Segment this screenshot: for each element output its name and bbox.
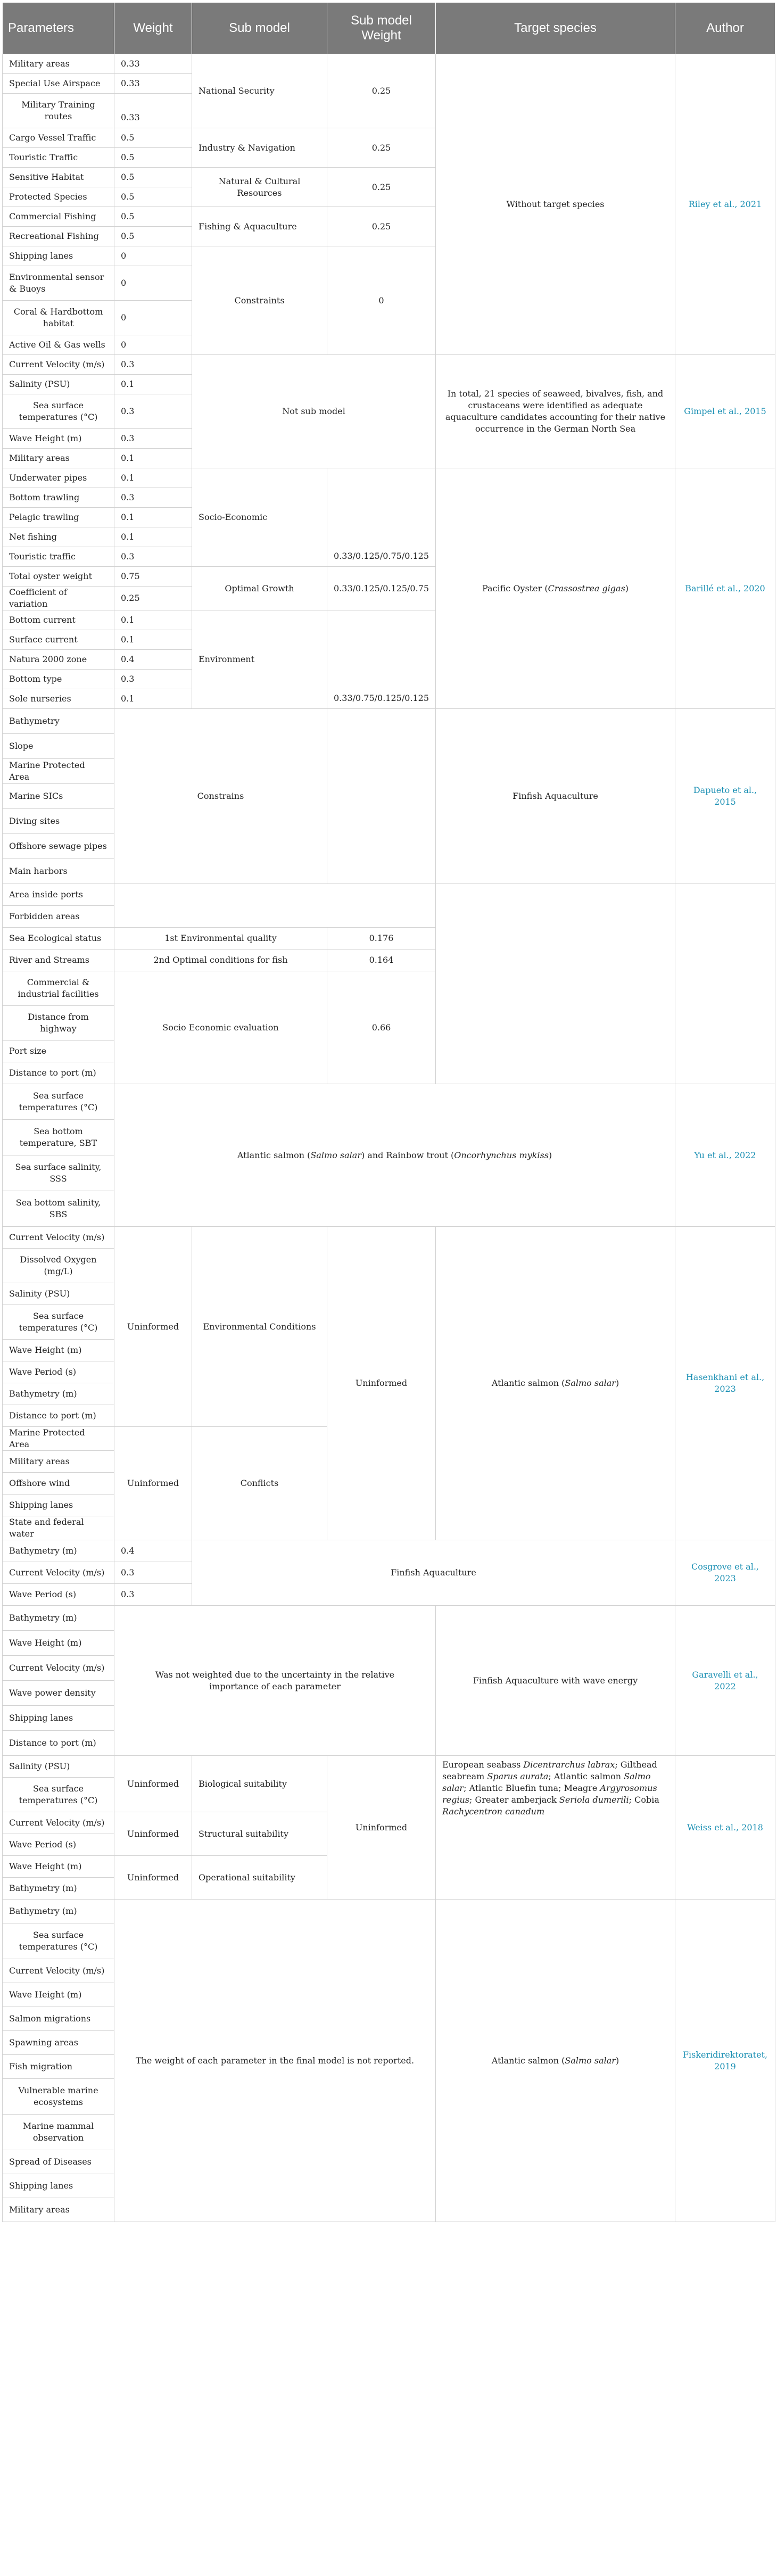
parameter-cell: Sea surface temperatures (°C) bbox=[3, 1305, 114, 1340]
target-species-cell bbox=[436, 1756, 675, 1900]
target-suffix: ) bbox=[615, 1378, 619, 1388]
target-scientific-name: Dicentrarchus labrax bbox=[523, 1760, 615, 1770]
weight-cell: Uninformed bbox=[114, 1427, 192, 1540]
parameter-cell: Salinity (PSU) bbox=[3, 1756, 114, 1778]
parameter-cell: Marine mammal observation bbox=[3, 2115, 114, 2150]
target-scientific-name: Rachycentron canadum bbox=[442, 1806, 545, 1817]
target-common-name: Pacific Oyster ( bbox=[482, 583, 548, 593]
sub-model-cell: Socio Economic evaluation bbox=[114, 971, 327, 1084]
weight-note-cell: Was not weighted due to the uncertainty in the relative importance of each parameter bbox=[114, 1606, 436, 1756]
weight-cell: 0 bbox=[114, 266, 192, 301]
header-target-species: Target species bbox=[436, 3, 675, 54]
sub-model-weight-cell: 0 bbox=[327, 246, 436, 355]
parameter-cell: Sea surface temperatures (°C) bbox=[3, 1084, 114, 1120]
parameter-cell: Distance to port (m) bbox=[3, 1062, 114, 1084]
sub-model-weight-cell: 0.176 bbox=[327, 928, 436, 950]
sub-model-cell: Fishing & Aquaculture bbox=[192, 207, 327, 246]
sub-model-weight-cell: 0.164 bbox=[327, 950, 436, 971]
parameter-cell: Total oyster weight bbox=[3, 567, 114, 587]
target-species-cell bbox=[436, 1227, 675, 1540]
parameter-cell: Pelagic trawling bbox=[3, 508, 114, 527]
weight-cell: 0.5 bbox=[114, 187, 192, 207]
weight-cell: 0.33 bbox=[114, 94, 192, 128]
parameter-cell: Diving sites bbox=[3, 809, 114, 834]
table-row bbox=[3, 1900, 775, 1923]
target-suffix: ) bbox=[615, 2055, 619, 2066]
parameter-cell: Current Velocity (m/s) bbox=[3, 1959, 114, 1983]
target-common-name: ; Atlantic Bluefin tuna; Meagre bbox=[464, 1783, 600, 1793]
weight-cell: 0.5 bbox=[114, 148, 192, 168]
parameter-cell: Sea bottom salinity, SBS bbox=[3, 1191, 114, 1227]
weight-cell: 0.1 bbox=[114, 508, 192, 527]
parameter-cell: Shipping lanes bbox=[3, 246, 114, 266]
parameter-cell: Sea surface temperatures (°C) bbox=[3, 1778, 114, 1812]
target-species-cell bbox=[436, 884, 675, 1084]
parameter-cell: Sea surface temperatures (°C) bbox=[3, 1923, 114, 1959]
parameter-cell: Natura 2000 zone bbox=[3, 650, 114, 670]
author-link[interactable]: Fiskeridirektoratet, 2019 bbox=[675, 1900, 775, 2222]
target-common-name: Atlantic salmon ( bbox=[491, 2055, 565, 2066]
parameter-cell: Current Velocity (m/s) bbox=[3, 1227, 114, 1249]
target-species-cell bbox=[114, 1084, 675, 1227]
parameter-cell: State and federal water bbox=[3, 1516, 114, 1540]
parameter-cell: Vulnerable marine ecosystems bbox=[3, 2079, 114, 2115]
weight-note-cell: The weight of each parameter in the final model is not reported. bbox=[114, 1900, 436, 2222]
author-link[interactable]: Gimpel et al., 2015 bbox=[675, 355, 775, 468]
weight-cell: Uninformed bbox=[114, 1227, 192, 1427]
parameter-cell: Shipping lanes bbox=[3, 1706, 114, 1731]
sub-model-weight-cell: Uninformed bbox=[327, 1756, 436, 1900]
parameter-cell: Bathymetry bbox=[3, 709, 114, 734]
parameter-cell: Wave power density bbox=[3, 1681, 114, 1706]
table-row bbox=[3, 1084, 775, 1120]
header-sub-model-weight: Sub model Weight bbox=[327, 3, 436, 54]
parameter-cell: Current Velocity (m/s) bbox=[3, 1812, 114, 1834]
parameter-cell: Military areas bbox=[3, 1451, 114, 1473]
sub-model-cell: 2nd Optimal conditions for fish bbox=[114, 950, 327, 971]
header-author: Author bbox=[675, 3, 775, 54]
parameter-cell: Wave Height (m) bbox=[3, 1340, 114, 1361]
weight-cell: Uninformed bbox=[114, 1756, 192, 1812]
parameter-cell: Surface current bbox=[3, 630, 114, 650]
sub-model-cell: National Security bbox=[192, 54, 327, 128]
sub-model-weight-cell: 0.66 bbox=[327, 971, 436, 1084]
weight-cell: 0.1 bbox=[114, 375, 192, 394]
parameter-cell: Military areas bbox=[3, 54, 114, 74]
weight-cell: 0.1 bbox=[114, 610, 192, 630]
parameter-cell: Bottom type bbox=[3, 670, 114, 689]
sub-model-cell: Not sub model bbox=[192, 355, 436, 468]
parameter-cell: Sensitive Habitat bbox=[3, 168, 114, 187]
target-common-name: Atlantic salmon ( bbox=[491, 1378, 565, 1388]
parameter-cell: Distance to port (m) bbox=[3, 1731, 114, 1756]
parameter-cell: Distance from highway bbox=[3, 1006, 114, 1041]
weight-cell: 0.33 bbox=[114, 74, 192, 94]
parameter-cell: Cargo Vessel Traffic bbox=[3, 128, 114, 148]
sub-model-cell: Operational suitability bbox=[192, 1856, 327, 1900]
parameter-cell: Military areas bbox=[3, 449, 114, 468]
parameter-cell: Wave Height (m) bbox=[3, 1856, 114, 1878]
parameter-cell: Marine SICs bbox=[3, 784, 114, 809]
sub-model-cell: Socio-Economic bbox=[192, 468, 327, 567]
target-species-cell: In total, 21 species of seaweed, bivalves, fish, and crustaceans were identified as adequate aquaculture candidates accounting for their native occurrence in the German North Sea bbox=[436, 355, 675, 468]
sub-model-cell: Conflicts bbox=[192, 1427, 327, 1540]
sub-model-cell: Optimal Growth bbox=[192, 567, 327, 610]
table-row bbox=[3, 355, 775, 375]
table-row bbox=[3, 709, 775, 734]
parameter-cell: Current Velocity (m/s) bbox=[3, 1656, 114, 1681]
target-scientific-name: Argyrosomus regius bbox=[442, 1783, 657, 1805]
weight-cell: 0.3 bbox=[114, 394, 192, 429]
sub-model-weight-cell: Uninformed bbox=[327, 1227, 436, 1540]
parameter-cell: Sea surface salinity, SSS bbox=[3, 1155, 114, 1191]
weight-cell: 0.3 bbox=[114, 355, 192, 375]
parameter-cell: Marine Protected Area bbox=[3, 1427, 114, 1451]
author-link[interactable]: Hasenkhani et al., 2023 bbox=[675, 1227, 775, 1540]
parameters-table bbox=[2, 2, 775, 2222]
table-row bbox=[3, 884, 775, 906]
weight-cell: 0.4 bbox=[114, 1540, 192, 1562]
author-link[interactable]: Cosgrove et al., 2023 bbox=[675, 1540, 775, 1606]
weight-cell: 0.3 bbox=[114, 1562, 192, 1584]
weight-cell: 0.4 bbox=[114, 650, 192, 670]
weight-cell: 0.5 bbox=[114, 128, 192, 148]
parameter-cell: Port size bbox=[3, 1041, 114, 1062]
parameter-cell: Touristic Traffic bbox=[3, 148, 114, 168]
weight-cell: Uninformed bbox=[114, 1856, 192, 1900]
target-common-name: ; Gilthead seabream bbox=[442, 1760, 657, 1781]
parameter-cell: Slope bbox=[3, 734, 114, 759]
sub-model-weight-cell: 0.25 bbox=[327, 54, 436, 128]
weight-cell: 0.3 bbox=[114, 1584, 192, 1606]
parameter-cell: Distance to port (m) bbox=[3, 1405, 114, 1427]
weight-cell: 0.1 bbox=[114, 630, 192, 650]
parameter-cell: River and Streams bbox=[3, 950, 114, 971]
author-cell bbox=[675, 884, 775, 1084]
parameter-cell: Wave Height (m) bbox=[3, 1631, 114, 1656]
parameter-cell: Wave Period (s) bbox=[3, 1361, 114, 1383]
target-common-name: ; Cobia bbox=[629, 1795, 659, 1805]
parameter-cell: Bathymetry (m) bbox=[3, 1878, 114, 1900]
weight-cell: 0.1 bbox=[114, 449, 192, 468]
target-common-name: ; Greater amberjack bbox=[469, 1795, 559, 1805]
header-weight: Weight bbox=[114, 3, 192, 54]
author-link[interactable]: Weiss et al., 2018 bbox=[675, 1756, 775, 1900]
table-row bbox=[3, 54, 775, 74]
parameter-cell: Offshore wind bbox=[3, 1473, 114, 1495]
target-common-name: Atlantic salmon ( bbox=[237, 1150, 311, 1160]
parameter-cell: Environmental sensor & Buoys bbox=[3, 266, 114, 301]
parameter-cell: Salinity (PSU) bbox=[3, 375, 114, 394]
parameter-cell: Salinity (PSU) bbox=[3, 1283, 114, 1305]
target-species-cell: Finfish Aquaculture bbox=[192, 1540, 675, 1606]
table-row bbox=[3, 1540, 775, 1562]
parameter-cell: Sea Ecological status bbox=[3, 928, 114, 950]
table-wrapper bbox=[2, 2, 775, 2222]
sub-model-cell: Constraints bbox=[192, 246, 327, 355]
parameter-cell: Bathymetry (m) bbox=[3, 1900, 114, 1923]
header-sub-model: Sub model bbox=[192, 3, 327, 54]
author-link[interactable]: Dapueto et al., 2015 bbox=[675, 709, 775, 884]
parameter-cell: Commercial Fishing bbox=[3, 207, 114, 227]
parameter-cell: Coefficient of variation bbox=[3, 587, 114, 610]
sub-model-cell: Natural & Cultural Resources bbox=[192, 168, 327, 207]
parameter-cell: Special Use Airspace bbox=[3, 74, 114, 94]
sub-model-cell: Structural suitability bbox=[192, 1812, 327, 1856]
parameter-cell: Recreational Fishing bbox=[3, 227, 114, 246]
sub-model-weight-cell: 0.25 bbox=[327, 168, 436, 207]
parameter-cell: Wave Height (m) bbox=[3, 429, 114, 449]
table-row bbox=[3, 468, 775, 488]
empty-cell bbox=[114, 884, 436, 928]
parameter-cell: Military Training routes bbox=[3, 94, 114, 128]
author-link[interactable]: Barillé et al., 2020 bbox=[675, 468, 775, 709]
parameter-cell: Bathymetry (m) bbox=[3, 1383, 114, 1405]
target-scientific-name: Salmo salar bbox=[565, 1378, 616, 1388]
weight-cell: 0 bbox=[114, 301, 192, 335]
parameter-cell: Net fishing bbox=[3, 527, 114, 547]
author-link[interactable]: Riley et al., 2021 bbox=[675, 54, 775, 355]
weight-cell: 0.5 bbox=[114, 168, 192, 187]
parameter-cell: Commercial & industrial facilities bbox=[3, 971, 114, 1006]
target-scientific-name: Salmo salar bbox=[310, 1150, 361, 1160]
table-row bbox=[3, 1227, 775, 1249]
weight-cell: 0 bbox=[114, 335, 192, 355]
target-scientific-name: Crassostrea gigas bbox=[548, 583, 625, 593]
weight-cell: 0.5 bbox=[114, 207, 192, 227]
sub-model-cell: Environment bbox=[192, 610, 327, 709]
parameter-cell: Fish migration bbox=[3, 2055, 114, 2079]
target-common-name: ; Atlantic salmon bbox=[548, 1771, 624, 1781]
sub-model-cell: Constrains bbox=[114, 709, 327, 884]
weight-cell: 0.1 bbox=[114, 527, 192, 547]
parameter-cell: Current Velocity (m/s) bbox=[3, 1562, 114, 1584]
target-common-name: European seabass bbox=[442, 1760, 524, 1770]
sub-model-weight-cell: 0.25 bbox=[327, 128, 436, 168]
parameter-cell: Wave Height (m) bbox=[3, 1983, 114, 2007]
parameter-cell: Salmon migrations bbox=[3, 2007, 114, 2031]
target-suffix: ) bbox=[625, 583, 629, 593]
weight-cell: 0.75 bbox=[114, 567, 192, 587]
sub-model-weight-cell: 0.33/0.125/0.125/0.75 bbox=[327, 567, 436, 610]
parameter-cell: Touristic traffic bbox=[3, 547, 114, 567]
parameter-cell: Bathymetry (m) bbox=[3, 1606, 114, 1631]
sub-model-cell: Industry & Navigation bbox=[192, 128, 327, 168]
parameter-cell: Protected Species bbox=[3, 187, 114, 207]
weight-cell: 0 bbox=[114, 246, 192, 266]
target-species-cell: Finfish Aquaculture with wave energy bbox=[436, 1606, 675, 1756]
weight-cell: 0.1 bbox=[114, 689, 192, 709]
parameter-cell: Coral & Hardbottom habitat bbox=[3, 301, 114, 335]
parameter-cell: Spawning areas bbox=[3, 2031, 114, 2055]
target-suffix: ) bbox=[548, 1150, 552, 1160]
parameter-cell: Bottom trawling bbox=[3, 488, 114, 508]
target-species-cell: Without target species bbox=[436, 54, 675, 355]
parameter-cell: Area inside ports bbox=[3, 884, 114, 906]
weight-cell: 0.3 bbox=[114, 547, 192, 567]
parameter-cell: Wave Period (s) bbox=[3, 1834, 114, 1856]
sub-model-weight-cell: 0.25 bbox=[327, 207, 436, 246]
target-scientific-name: Salmo salar bbox=[565, 2055, 616, 2066]
weight-cell: 0.33 bbox=[114, 54, 192, 74]
sub-model-weight-cell: 0.33/0.75/0.125/0.125 bbox=[327, 610, 436, 709]
weight-cell: 0.3 bbox=[114, 429, 192, 449]
parameter-cell: Bathymetry (m) bbox=[3, 1540, 114, 1562]
weight-cell: Uninformed bbox=[114, 1812, 192, 1856]
author-link[interactable]: Yu et al., 2022 bbox=[675, 1084, 775, 1227]
parameter-cell: Active Oil & Gas wells bbox=[3, 335, 114, 355]
parameter-cell: Offshore sewage pipes bbox=[3, 834, 114, 859]
target-scientific-name: Oncorhynchus mykiss bbox=[454, 1150, 549, 1160]
parameter-cell: Spread of Diseases bbox=[3, 2150, 114, 2174]
parameter-cell: Dissolved Oxygen (mg/L) bbox=[3, 1249, 114, 1283]
table-row bbox=[3, 1606, 775, 1631]
target-scientific-name: Sparus aurata bbox=[487, 1771, 549, 1781]
author-link[interactable]: Garavelli et al., 2022 bbox=[675, 1606, 775, 1756]
parameter-cell: Shipping lanes bbox=[3, 2174, 114, 2198]
parameter-cell: Forbidden areas bbox=[3, 906, 114, 928]
target-species-cell bbox=[436, 468, 675, 709]
parameter-cell: Current Velocity (m/s) bbox=[3, 355, 114, 375]
parameter-cell: Sea surface temperatures (°C) bbox=[3, 394, 114, 429]
weight-cell: 0.25 bbox=[114, 587, 192, 610]
parameter-cell: Marine Protected Area bbox=[3, 759, 114, 784]
table-row bbox=[3, 1756, 775, 1778]
target-species-cell bbox=[436, 1900, 675, 2222]
sub-model-cell: 1st Environmental quality bbox=[114, 928, 327, 950]
weight-cell: 0.1 bbox=[114, 468, 192, 488]
header-parameters: Parameters bbox=[3, 3, 114, 54]
weight-cell: 0.3 bbox=[114, 670, 192, 689]
sub-model-weight-cell: 0.33/0.125/0.75/0.125 bbox=[327, 468, 436, 567]
parameter-cell: Military areas bbox=[3, 2198, 114, 2222]
target-scientific-name: Salmo salar bbox=[442, 1771, 651, 1793]
sub-model-cell: Biological suitability bbox=[192, 1756, 327, 1812]
parameter-cell: Underwater pipes bbox=[3, 468, 114, 488]
parameter-cell: Sole nurseries bbox=[3, 689, 114, 709]
weight-cell: 0.5 bbox=[114, 227, 192, 246]
sub-model-weight-cell bbox=[327, 709, 436, 884]
target-scientific-name: Seriola dumerili bbox=[559, 1795, 629, 1805]
target-species-cell: Finfish Aquaculture bbox=[436, 709, 675, 884]
target-common-name: ) and Rainbow trout ( bbox=[361, 1150, 454, 1160]
parameter-cell: Sea bottom temperature, SBT bbox=[3, 1120, 114, 1155]
parameter-cell: Bottom current bbox=[3, 610, 114, 630]
parameter-cell: Main harbors bbox=[3, 859, 114, 884]
sub-model-cell: Environmental Conditions bbox=[192, 1227, 327, 1427]
parameter-cell: Shipping lanes bbox=[3, 1495, 114, 1516]
weight-cell: 0.3 bbox=[114, 488, 192, 508]
table-header-row bbox=[3, 3, 775, 54]
parameter-cell: Wave Period (s) bbox=[3, 1584, 114, 1606]
